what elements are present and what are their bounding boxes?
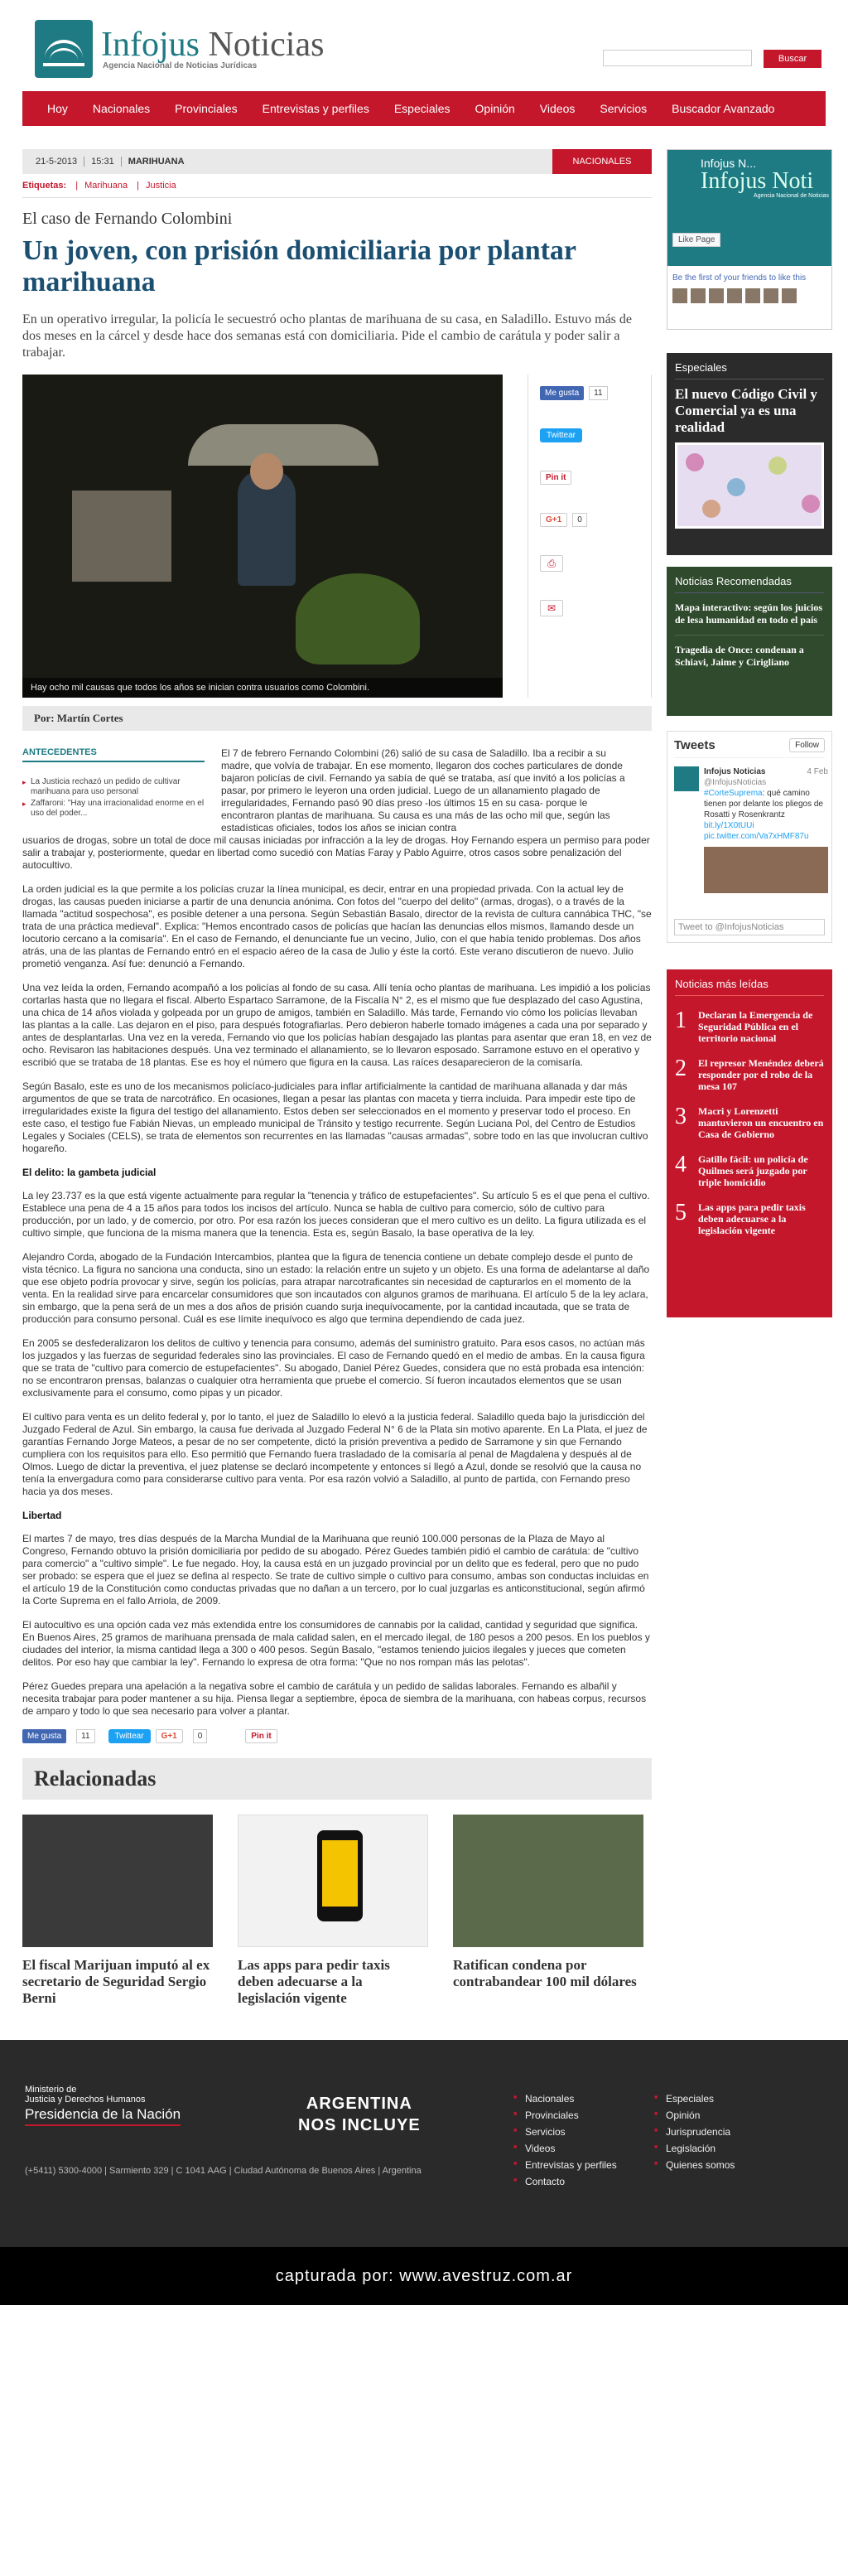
- article-column: [22, 149, 652, 2007]
- tweet-to-input[interactable]: Tweet to @InfojusNoticias: [674, 919, 825, 935]
- twitter-follow-button[interactable]: Follow: [789, 738, 825, 752]
- fb-friends-text: Be the first of your friends to like this: [672, 273, 807, 283]
- logo-book-icon: [35, 20, 93, 78]
- fb-cover-tagline: Agencia Nacional de Noticias: [754, 193, 830, 199]
- related-headline: El fiscal Marijuan imputó al ex secretario de Seguridad Sergio Berni: [22, 1957, 210, 2006]
- search-button[interactable]: Buscar: [764, 50, 822, 68]
- article-paragraph: La orden judicial es la que permite a los policías cruzar la línea municipal, es decir, entrar en una propiedad privada. Con la actual ley de drogas, las causas pueden iniciarse a partir de una denuncia anónima. Con fotos del "cuerpo del delito" (armas, drogas), o a través de la llamada "actitud sospechosa", es posible detener a una persona. Según Sebastián Basalo, director de la revista de cultura cannábica THC, "se trata de una práctica medieval". Explica: "Hemos encontrado casos de policías que hacían las denuncias ellos mismos, llamando desde un locutorio cercano a la comisaría". En el caso de Fernando, el denunciante fue un vecino, Julio, con el que había tenido problemas. Dos años atrás, una de las plantas de Fernando entró en el espacio aéreo de la casa de Julio y éste la cortó. Este verano discutieron de nuevo. Julio prometió venganza. Así fue: denunció a Fernando.: [22, 883, 652, 969]
- nav-especiales[interactable]: Especiales: [393, 102, 450, 115]
- ministry-logo: Ministerio de Justicia y Derechos Humanos Presidencia de la Nación: [25, 2085, 181, 2126]
- article-time: 15:31: [84, 157, 122, 167]
- facebook-widget: [667, 149, 832, 330]
- footer-link[interactable]: Opinión: [666, 2110, 701, 2121]
- related-image: [22, 1815, 213, 1947]
- tweet: Infojus Noticias 4 Feb @InfojusNoticias #CorteSuprema: qué camino tienen por delante los pliegos de Rosatti y Rosenkrantz bit.ly/1X0tUUi pic.twitter.com/Va7xHMF87u: [674, 766, 825, 893]
- logo-title: Infojus Noticias: [101, 25, 325, 64]
- article-paragraph: En 2005 se desfederalizaron los delitos de cultivo y tenencia para consumo, además del suministro gratuito. Para esos casos, no actúan más los juzgados y las fuerzas de seguridad federales sino las provinciales. El caso de Fernando quedó en el medio de ambas. En la causa figura que se trata de "cultivo para comercio de estupefacientes". Su abogado, Daniel Pérez Guedes, considera que no está probada esa intención: no se encontraron prensas, balanzas o cualquier otra herramienta que pruebe el comercio. Sí fueron incautados elementos que se usan exclusivamente para el consumo, como pipas y un picador.: [22, 1337, 645, 1399]
- article-date: 21-5-2013: [29, 157, 84, 167]
- most-read-item[interactable]: 4 Gatillo fácil: un policía de Quilmes será juzgado por triple homicidio: [675, 1152, 808, 1188]
- tweet-pic-link[interactable]: pic.twitter.com/Va7xHMF87u: [704, 832, 809, 841]
- nav-servicios[interactable]: Servicios: [600, 102, 648, 115]
- footer-address: (+5411) 5300-4000 | Sarmiento 329 | C 1041 AAG | Ciudad Autónoma de Buenos Aires | Argentina: [25, 2166, 422, 2176]
- print-icon[interactable]: ⎙: [540, 555, 563, 572]
- site-logo[interactable]: [35, 20, 324, 78]
- footer-link[interactable]: Nacionales: [525, 2093, 575, 2105]
- google-plus-count: 0: [572, 513, 587, 527]
- footer-link[interactable]: Videos: [525, 2143, 556, 2154]
- related-item[interactable]: [453, 1815, 643, 2007]
- footer-links-2: [654, 2093, 735, 2176]
- tweets-label: Tweets: [674, 738, 716, 752]
- article-kicker: El caso de Fernando Colombini: [22, 210, 233, 228]
- antecedente-link[interactable]: La Justicia rechazó un pedido de cultivar marihuana para uso personal: [31, 777, 181, 796]
- tweet-avatar: [674, 766, 699, 791]
- twitter-share-button[interactable]: Twittear: [540, 428, 582, 442]
- nav-opinion[interactable]: Opinión: [475, 102, 515, 115]
- footer-link[interactable]: Provinciales: [525, 2110, 579, 2121]
- section-tab[interactable]: NACIONALES: [552, 149, 652, 174]
- article-paragraph: usuarios de drogas, sobre un total de doce mil causas iniciadas por infracción a la ley de drogas. Hoy Fernando espera un permiso para poder salir a trabajar y, posteriormente, quedar en libertad como sucedió con Matías Faray y Pablo Aguirre, otros casos sobre penalización del autocultivo.: [22, 834, 650, 871]
- recommended-item[interactable]: Tragedia de Once: condenan a Schiavi, Jaime y Cirigliano: [675, 644, 804, 668]
- most-read-item[interactable]: 5 Las apps para pedir taxis deben adecuarse a la legislación vigente: [675, 1200, 806, 1236]
- most-read-item[interactable]: 2 El represor Menéndez deberá responder por el robo de la mesa 107: [675, 1056, 824, 1092]
- share-panel: [528, 375, 652, 698]
- page: [10, 0, 838, 2007]
- email-icon[interactable]: ✉: [540, 600, 563, 616]
- especiales-box: [667, 353, 832, 555]
- pinterest-button[interactable]: Pin it: [540, 471, 571, 485]
- nav-entrevistas[interactable]: Entrevistas y perfiles: [262, 102, 369, 115]
- tweet-image: [704, 847, 828, 893]
- argentina-logo: ARGENTINA NOS INCLUYE: [298, 2095, 421, 2134]
- article-topic: MARIHUANA: [128, 157, 185, 167]
- google-plus-button[interactable]: G+1: [540, 513, 567, 527]
- footer-link[interactable]: Servicios: [525, 2126, 566, 2138]
- photo-caption: Hay ocho mil causas que todos los años se inician contra usuarios como Colombini.: [22, 678, 503, 698]
- capture-watermark: capturada por: www.avestruz.com.ar: [0, 2247, 848, 2305]
- nav-videos[interactable]: Videos: [539, 102, 576, 115]
- nav-hoy[interactable]: Hoy: [47, 102, 68, 115]
- article-photo: [22, 375, 503, 698]
- related-headline: Ratifican condena por contrabandear 100 mil dólares: [453, 1957, 637, 1989]
- nav-buscador[interactable]: Buscador Avanzado: [672, 102, 775, 115]
- article-paragraph: Según Basalo, este es uno de los mecanismos policíaco-judiciales para inflar artificialmente la cantidad de marihuana allanada y dar más argumentos de que se trata de narcotráfico. En ocasiones, llegan a pesar las plantas con maceta y tierra incluida. Para impedir este tipo de irregularidades existe la figura del testigo del allanamiento. Estos deben ser seleccionados en el momento y preservar todo el proceso. En este caso, el testigo fue Fabián Nievas, un empleado municipal de Tránsito y testigo recurrente. Según Luciana Pol, del Centro de Estudios Legales y Sociales (CELS), se trata de elementos son recurrentes en las llamadas "causas armadas", sobre todo en las que involucran cultivo hogareño.: [22, 1080, 648, 1154]
- related-image: [453, 1815, 643, 1947]
- most-read-box: [667, 969, 832, 1317]
- article-paragraph: Pérez Guedes prepara una apelación a la negativa sobre el cambio de carátula y un pedido de salidas laborales. Fernando es albañil y necesita trabajar para poder mantener a su hija. Piensa llegar a septiembre, época de siembra de la marihuana, con habeas corpus, recursos de amparo y todo lo que sea necesario para volver a plantar.: [22, 1680, 647, 1717]
- article-paragraph: El cultivo para venta es un delito federal y, por lo tanto, el juez de Saladillo lo elevó a la justicia federal. Saladillo queda bajo la jurisdicción del Juzgado Federal de Azul. Sin embargo, la causa fue derivada al Juzgado Federal N° 6 de la Plata sin motivo aparente. En La Plata, el juez de garantías Fernando Jorge Mateos, a pesar de no ser competente, dictó la prisión preventiva a pedido de Sarramone y sin que Fernando cumpliera con los requisitos para ello. Eso permitió que Fernando fuera trasladado de la comisaría al penal de Magdalena y después al de Olmos. Luego de dictar la preventiva, el juez platense se declaró incompetente y entonces sí llegó a Azul, donde se resolvió que la causa no tenía la envergadura como para considerarse cultivo para venta. Por esa razón volvió a Saladillo, al punto de partida, con Fernando preso hacia ya dos meses.: [22, 1411, 648, 1497]
- facebook-count: 11: [76, 1729, 94, 1743]
- article-meta: [22, 149, 652, 174]
- article-headline: Un joven, con prisión domiciliaria por plantar marihuana: [22, 235, 576, 297]
- fb-faces: [672, 288, 826, 303]
- tags-row: Etiquetas: | Marihuana | Justicia: [22, 181, 652, 198]
- article-paragraph: El martes 7 de mayo, tres días después de la Marcha Mundial de la Marihuana que reunió 100.000 personas de la Plaza de Mayo al Congreso, Fernando obtuvo la prisión domiciliaria por pedido de su abogado. Pérez Guedes también pidió el cambio de carátula: de "cultivo para comercio" a "cultivo simple". Le fue negado. Hoy, la causa está en un juzgado provincial por un delito que es federal, pero que no pudo ser probado: se espera que el juez se defina al respecto. Se trate de cultivo simple o cultivo para consumo, ambas son conductas incluidas en el artículo 19 de la Constitución como conductas privadas que no dañan a un tercero, por lo cual juzgarlas es anticonstitucional, según afirmó la Corte Suprema en el fallo Arriola, de 2009.: [22, 1533, 649, 1607]
- main-nav: [22, 91, 826, 126]
- article-paragraph: El 7 de febrero Fernando Colombini (26) salió de su casa de Saladillo. Iba a recibir a su madre, que volvía de trabajar. En ese momento, llegaron dos coches particulares de donde bajaron policías de civil. Fernando ya sabía de qué se trataba, así que invitó a los policías a pasar, por primero le leyeron una orden judicial. Luego de un allanamiento plagado de irregularidades, Fernando pasó 90 días preso -los últimos 15 en su casa- porque le encontraron plantas de marihuana. Su causa es una más de las ocho mil que, según las estadísticas oficiales, todos los años se inician contra: [221, 747, 625, 834]
- fb-page-name: Infojus N...: [701, 157, 756, 170]
- especiales-title[interactable]: El nuevo Código Civil y Comercial ya es una realidad: [675, 386, 817, 435]
- footer-link[interactable]: Jurisprudencia: [666, 2126, 731, 2138]
- nav-provinciales[interactable]: Provinciales: [175, 102, 238, 115]
- footer-link[interactable]: Legislación: [666, 2143, 716, 2154]
- search-bar: [603, 50, 822, 68]
- antecedente-link[interactable]: Zaffaroni: "Hay una irracionalidad enorme en el uso del poder...: [31, 799, 205, 818]
- twitter-widget: [667, 731, 832, 943]
- antecedentes-box: [22, 747, 205, 846]
- related-item[interactable]: [22, 1815, 213, 2007]
- related-list: [22, 1815, 652, 2007]
- recommended-box: [667, 567, 832, 716]
- footer-links-1: [513, 2093, 617, 2192]
- article-paragraph: La ley 23.737 es la que está vigente actualmente para regular la "tenencia y tráfico de estupefacientes". Su artículo 5 es el que pena el cultivo. Establece una pena de 4 a 15 años para todos los incisos del artículo. Nunca se habla de cultivo para comercio, sólo de cultivo para producción, por un lado, y de comercio, por otro. Por esa razón los jueces consideran que el mero cultivo es un delito. La figura utilizada es el cultivo simple, que funciona de la misma manera que la tenencia. Esta es, según Basalo, la base operativa de la ley.: [22, 1190, 650, 1239]
- most-read-label: Noticias más leídas: [675, 978, 824, 996]
- related-item[interactable]: [238, 1815, 428, 2007]
- especiales-image: [675, 442, 824, 529]
- footer-link[interactable]: Entrevistas y perfiles: [525, 2159, 617, 2171]
- article-body: [22, 834, 652, 1718]
- tweet-hashtag[interactable]: #CorteSuprema: [704, 789, 763, 798]
- article-summary: En un operativo irregular, la policía le secuestró ocho plantas de marihuana de su casa, en Saladillo. Estuvo más de dos meses en la cárcel y desde hace dos semanas está con domiciliaria. Pide el cambio de carátula y poder salir a trabajar.: [22, 312, 633, 360]
- google-plus-button[interactable]: G+1: [156, 1729, 183, 1743]
- sidebar: [667, 149, 832, 2007]
- antecedentes-title: ANTECEDENTES: [22, 747, 205, 762]
- footer-link[interactable]: Quienes somos: [666, 2159, 735, 2171]
- recommended-item[interactable]: Mapa interactivo: según los juicios de lesa humanidad en todo el país: [675, 602, 824, 636]
- facebook-count: 11: [589, 386, 607, 400]
- facebook-like-button[interactable]: Me gusta: [22, 1729, 66, 1743]
- nav-nacionales[interactable]: Nacionales: [92, 102, 151, 115]
- article-paragraph: Una vez leída la orden, Fernando acompañó a los policías al fondo de su casa. Allí tenía ocho plantas de marihuana. Les impidió a los policías cortarlas hasta que no llegara el fiscal. Alberto Espartaco Sarramone, de la Fiscalía N° 2, es el mismo que fue desplazado del caso Agustina, una chica de 14 años violada y golpeada por un grupo de amigos, también en Saladillo. Más tarde, Fernando vio cómo los policías llevaban las plantas a la calle. Las dejaron en el piso, para después fotografiarlas. Pero debieron haberle tomado imágenes a cada una por separado y antes de desplantarlas. Una vez en la vereda, Fernando vio que los policías habían desgajado las plantas para asentar que eran 18, en vez de ocho. Revisaron las habitaciones después. Una vez terminado el allanamiento, se lo llevaron esposado. Sarramone estuvo en el operativo y escribió que se trataba de 18 plantas. Ese es hoy el número que figura en la causa. Las raíces desaparecieron de la comisaría.: [22, 982, 652, 1068]
- tweet-link[interactable]: bit.ly/1X0tUUi: [704, 821, 754, 830]
- related-title: Relacionadas: [22, 1758, 652, 1800]
- tag-link[interactable]: Marihuana: [84, 181, 128, 191]
- bottom-share-bar: [22, 1729, 652, 1743]
- related-headline: Las apps para pedir taxis deben adecuarse a la legislación vigente: [238, 1957, 390, 2006]
- google-plus-count: 0: [193, 1729, 208, 1743]
- tag-link[interactable]: Justicia: [146, 181, 176, 191]
- article-subhead: El delito: la gambeta judicial: [22, 1167, 157, 1178]
- footer-link[interactable]: Especiales: [666, 2093, 715, 2105]
- article-byline: Por: Martín Cortes: [22, 706, 652, 731]
- fb-like-page-button[interactable]: Like Page: [672, 233, 720, 247]
- article-paragraph: El autocultivo es una opción cada vez más extendida entre los consumidores de cannabis por la calidad, cantidad y seguridad que significa. En Buenos Aires, 25 gramos de marihuana prensada de mala calidad salen, en el mercado ilegal, de 180 pesos a 200 pesos. En los pueblos y ciudades del interior, la misma cantidad llega a 300 o 400 pesos. Según Basalo, "estamos teniendo juicios ilegales y jueces que cometen delitos. Por eso hay que cambiar la ley". Fernando lo expresa de otra forma: "Que no nos rompan más las pelotas".: [22, 1619, 650, 1668]
- twitter-share-button[interactable]: Twittear: [108, 1729, 151, 1743]
- facebook-like-button[interactable]: Me gusta: [540, 386, 584, 400]
- search-input[interactable]: [603, 50, 752, 66]
- footer-link[interactable]: Contacto: [525, 2176, 566, 2187]
- most-read-item[interactable]: 3 Macri y Lorenzetti mantuvieron un encuentro en Casa de Gobierno: [675, 1104, 824, 1140]
- article-paragraph: Alejandro Corda, abogado de la Fundación Intercambios, plantea que la figura de tenencia contiene un debate complejo desde el punto de vista técnico. La figura no sanciona una conducta, sino un estado: la relación entre un sujeto y un objeto. Es una forma de adelantarse al daño que ese objeto podría provocar y sirve, según los policías, para atrapar narcotraficantes sin necesidad de capturarlos en el momento de la venta. En la realidad sirve para encarcelar consumidores que son incautados con algunos gramos de marihuana. El artículo 5 de la ley aclara, sin embargo, que la pena será de un mes a dos años de prisión cuando surja inequívocamente, por la cantidad incautada, que se trata de producción para consumo personal. Cuál es ese límite inequívoco es algo que termina dependiendo de cada juez.: [22, 1251, 650, 1325]
- most-read-item[interactable]: 1 Declaran la Emergencia de Seguridad Pública en el territorio nacional: [675, 1008, 813, 1044]
- footer: [0, 2040, 848, 2247]
- fb-cover-title: Infojus Noti: [701, 168, 814, 194]
- pinterest-button[interactable]: Pin it: [245, 1729, 277, 1743]
- related-image: [238, 1815, 428, 1947]
- article-subhead: Libertad: [22, 1510, 62, 1521]
- logo-tagline: Agencia Nacional de Noticias Jurídicas: [103, 60, 258, 70]
- header: [10, 0, 838, 91]
- especiales-label: Especiales: [675, 361, 824, 379]
- recommended-label: Noticias Recomendadas: [675, 575, 824, 593]
